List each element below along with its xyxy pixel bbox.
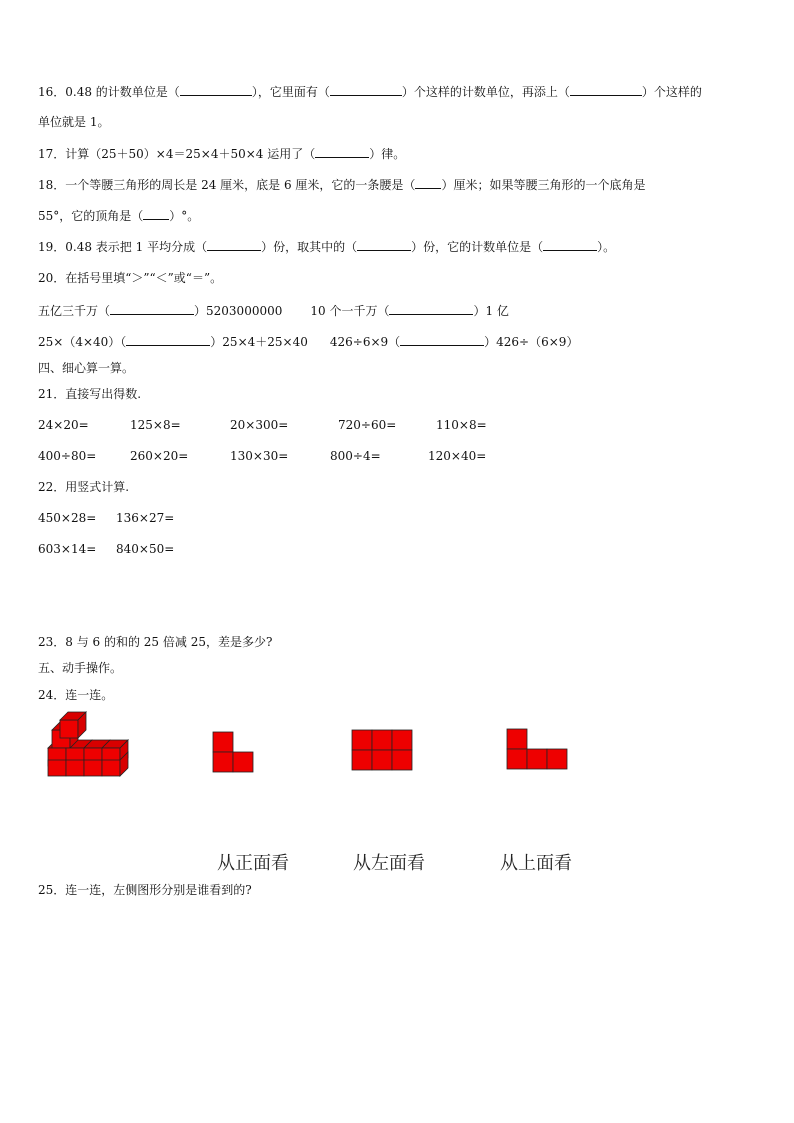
q21-item: 130×30= [230, 449, 289, 463]
q18-blank-1[interactable] [415, 176, 441, 189]
q21-item: 260×20= [130, 449, 189, 463]
q17-text-b: ）律。 [369, 147, 406, 161]
q20-title: 20．在括号里填“＞”“＜”或“＝”。 [38, 271, 223, 285]
q21-item: 110×8= [436, 418, 487, 432]
q20-r2-text-b: ）25×4＋25×40 [210, 335, 308, 349]
q18-text-d: ）°。 [169, 209, 200, 223]
q22-item: 840×50= [116, 542, 175, 556]
q22-item: 603×14= [38, 542, 97, 556]
view-square [352, 750, 372, 770]
q20-blank-3[interactable] [126, 333, 210, 346]
view-square [392, 730, 412, 750]
q25: 25．连一连，左侧图形分别是谁看到的? [38, 883, 252, 897]
q21-item: 400÷80= [38, 449, 97, 463]
q19-text-a: 19．0.48 表示把 1 平均分成（ [38, 240, 208, 254]
cube-front-face [48, 760, 66, 776]
q17-blank[interactable] [315, 145, 369, 158]
q19-blank-2[interactable] [357, 238, 411, 251]
view-square [213, 732, 233, 752]
q19-text-c: ）份，它的计数单位是（ [411, 240, 544, 254]
view-square [507, 749, 527, 769]
q21-title: 21．直接写出得数. [38, 387, 142, 401]
q16-blank-3[interactable] [570, 83, 642, 96]
q23: 23．8 与 6 的和的 25 倍减 25，差是多少? [38, 635, 273, 649]
q18-blank-2[interactable] [143, 207, 169, 220]
q20-r1-text-b: ）5203000000 [194, 304, 283, 318]
cube-stack-3d-figure [44, 716, 128, 780]
q24-title: 24．连一连。 [38, 688, 114, 702]
q16-blank-1[interactable] [180, 83, 252, 96]
q20-row1 [38, 302, 509, 319]
q16-text-b: ），它里面有（ [251, 85, 330, 99]
q20-r2-text-c: 426÷6×9（ [329, 335, 401, 349]
view-label-top[interactable]: 从上面看 [500, 853, 572, 874]
q20-r1-text-a: 五亿三千万（ [38, 304, 111, 318]
q22-item: 136×27= [116, 511, 175, 525]
cube-front-face [66, 760, 84, 776]
q20-r1-text-c: 10 个一千万（ [310, 304, 390, 318]
q16-text-c: ）个这样的计数单位，再添上（ [401, 85, 570, 99]
view-square [392, 750, 412, 770]
q16-line1 [38, 83, 702, 100]
q19-blank-3[interactable] [543, 238, 597, 251]
view-label-left[interactable]: 从左面看 [353, 853, 425, 874]
q22-item: 450×28= [38, 511, 97, 525]
cube-raised-back [60, 720, 78, 738]
q21-item: 720÷60= [338, 418, 397, 432]
view-square [213, 752, 233, 772]
view-figure-l-shape-small [213, 730, 255, 772]
q16-line2: 单位就是 1。 [38, 115, 110, 129]
q18-text-c: 55°，它的顶角是（ [38, 209, 144, 223]
q19-text-d: ）。 [597, 240, 616, 254]
q20-r1-text-d: ）1 亿 [473, 304, 509, 318]
cube-front-face [102, 760, 120, 776]
view-square [527, 749, 547, 769]
q20-r2-text-a: 25×（4×40）（ [38, 335, 127, 349]
q18-text-b: ）厘米；如果等腰三角形的一个底角是 [441, 178, 646, 192]
q21-item: 120×40= [428, 449, 487, 463]
view-figure-grid [352, 730, 412, 772]
q22-title: 22．用竖式计算. [38, 480, 130, 494]
view-square [233, 752, 253, 772]
q20-blank-1[interactable] [110, 302, 194, 315]
view-figure-l-shape-wide [507, 729, 569, 771]
q21-item: 24×20= [38, 418, 89, 432]
section5-heading: 五、动手操作。 [38, 661, 123, 675]
section4-heading: 四、细心算一算。 [38, 361, 135, 375]
q17 [38, 145, 405, 162]
cube-front-face [84, 760, 102, 776]
view-square [507, 729, 527, 749]
q21-item: 20×300= [230, 418, 289, 432]
q18-text-a: 18．一个等腰三角形的周长是 24 厘米，底是 6 厘米，它的一条腰是（ [38, 178, 416, 192]
view-square [547, 749, 567, 769]
q19-blank-1[interactable] [207, 238, 261, 251]
view-square [372, 730, 392, 750]
q18-line2 [38, 207, 199, 224]
q19-text-b: ）份，取其中的（ [261, 240, 358, 254]
view-square [372, 750, 392, 770]
q16-text-a: 16．0.48 的计数单位是（ [38, 85, 180, 99]
q19 [38, 238, 615, 255]
q17-text-a: 17．计算（25＋50）×4＝25×4＋50×4 运用了（ [38, 147, 316, 161]
q20-r2-text-d: ）426÷（6×9） [484, 335, 579, 349]
q21-item: 125×8= [130, 418, 181, 432]
q16-text-d: ）个这样的 [641, 85, 702, 99]
q20-blank-4[interactable] [400, 333, 484, 346]
q21-item: 800÷4= [330, 449, 381, 463]
q16-blank-2[interactable] [330, 83, 402, 96]
view-label-front[interactable]: 从正面看 [217, 853, 289, 874]
q20-blank-2[interactable] [389, 302, 473, 315]
view-square [352, 730, 372, 750]
q20-row2 [38, 333, 578, 350]
q18-line1 [38, 176, 645, 193]
